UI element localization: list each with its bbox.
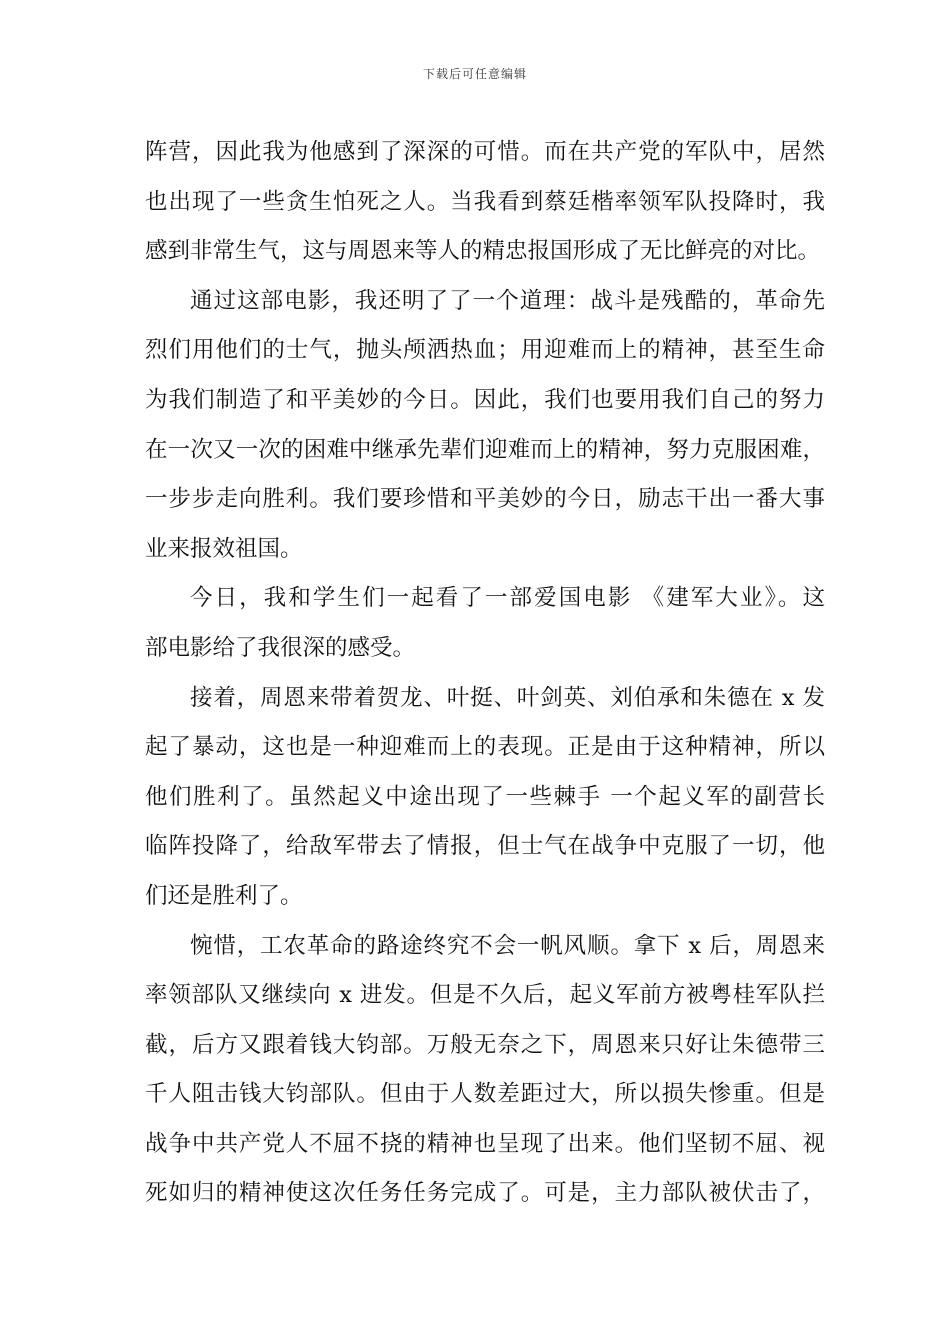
- paragraph-3: [145, 574, 825, 673]
- paragraph-line: 临阵投降了，给敌军带去了情报，但士气在战争中克服了一切，他: [145, 833, 825, 860]
- paragraph-line: 通过这部电影，我还明了了一个道理：战斗是残酷的，革命先: [190, 287, 825, 314]
- paragraph-line: 业来报效祖国。: [145, 535, 303, 562]
- paragraph-line: 部电影给了我很深的感受。: [145, 634, 416, 661]
- paragraph-line: 接着，周恩来带着贺龙、叶挺、叶剑英、刘伯承和朱德在 x 发: [190, 684, 825, 711]
- paragraph-line: 烈们用他们的士气，抛头颅洒热血；用迎难而上的精神，甚至生命: [145, 337, 825, 364]
- paragraph-line: 为我们制造了和平美妙的今日。因此，我们也要用我们自己的努力: [145, 386, 825, 413]
- paragraph-line: 千人阻击钱大钧部队。但由于人数差距过大，所以损失惨重。但是: [145, 1081, 825, 1108]
- paragraph-line: 阵营，因此我为他感到了深深的可惜。而在共产党的军队中，居然: [145, 139, 825, 165]
- paragraph-line: 率领部队又继续向 x 进发。但是不久后，起义军前方被粤桂军队拦: [145, 982, 825, 1009]
- paragraph-line: 在一次又一次的困难中继承先辈们迎难而上的精神，努力克服困难，: [145, 436, 825, 463]
- paragraph-line: 起了暴动，这也是一种迎难而上的表现。正是由于这种精神，所以: [145, 734, 825, 761]
- paragraph-5: [145, 922, 825, 1220]
- paragraph-line: 们还是胜利了。: [145, 882, 303, 909]
- document-body: [145, 128, 825, 1219]
- paragraph-line: 今日，我和学生们一起看了一部爱国电影 《建军大业》。这: [190, 585, 825, 612]
- paragraph-1: [145, 128, 825, 277]
- paragraph-line: 截，后方又跟着钱大钧部。万般无奈之下，周恩来只好让朱德带三: [145, 1031, 825, 1058]
- paragraph-line: 死如归的精神使这次任务任务完成了。可是，主力部队被伏击了，: [145, 1180, 825, 1207]
- page-header: 下载后可任意编辑: [422, 67, 527, 81]
- paragraph-line: 战争中共产党人不屈不挠的精神也呈现了出来。他们坚韧不屈、视: [145, 1130, 825, 1157]
- paragraph-line: 惋惜，工农革命的路途终究不会一帆风顺。拿下 x 后，周恩来: [190, 932, 825, 959]
- paragraph-2: [145, 277, 825, 575]
- paragraph-line: 感到非常生气，这与周恩来等人的精忠报国形成了无比鲜亮的对比。: [145, 238, 821, 265]
- paragraph-line: 一步步走向胜利。我们要珍惜和平美妙的今日，励志干出一番大事: [145, 486, 825, 513]
- paragraph-line: 也出现了一些贪生怕死之人。当我看到蔡廷楷率领军队投降时，我: [145, 188, 825, 215]
- paragraph-line: 他们胜利了。虽然起义中途出现了一些棘手 一个起义军的副营长: [145, 783, 825, 810]
- paragraph-4: [145, 674, 825, 922]
